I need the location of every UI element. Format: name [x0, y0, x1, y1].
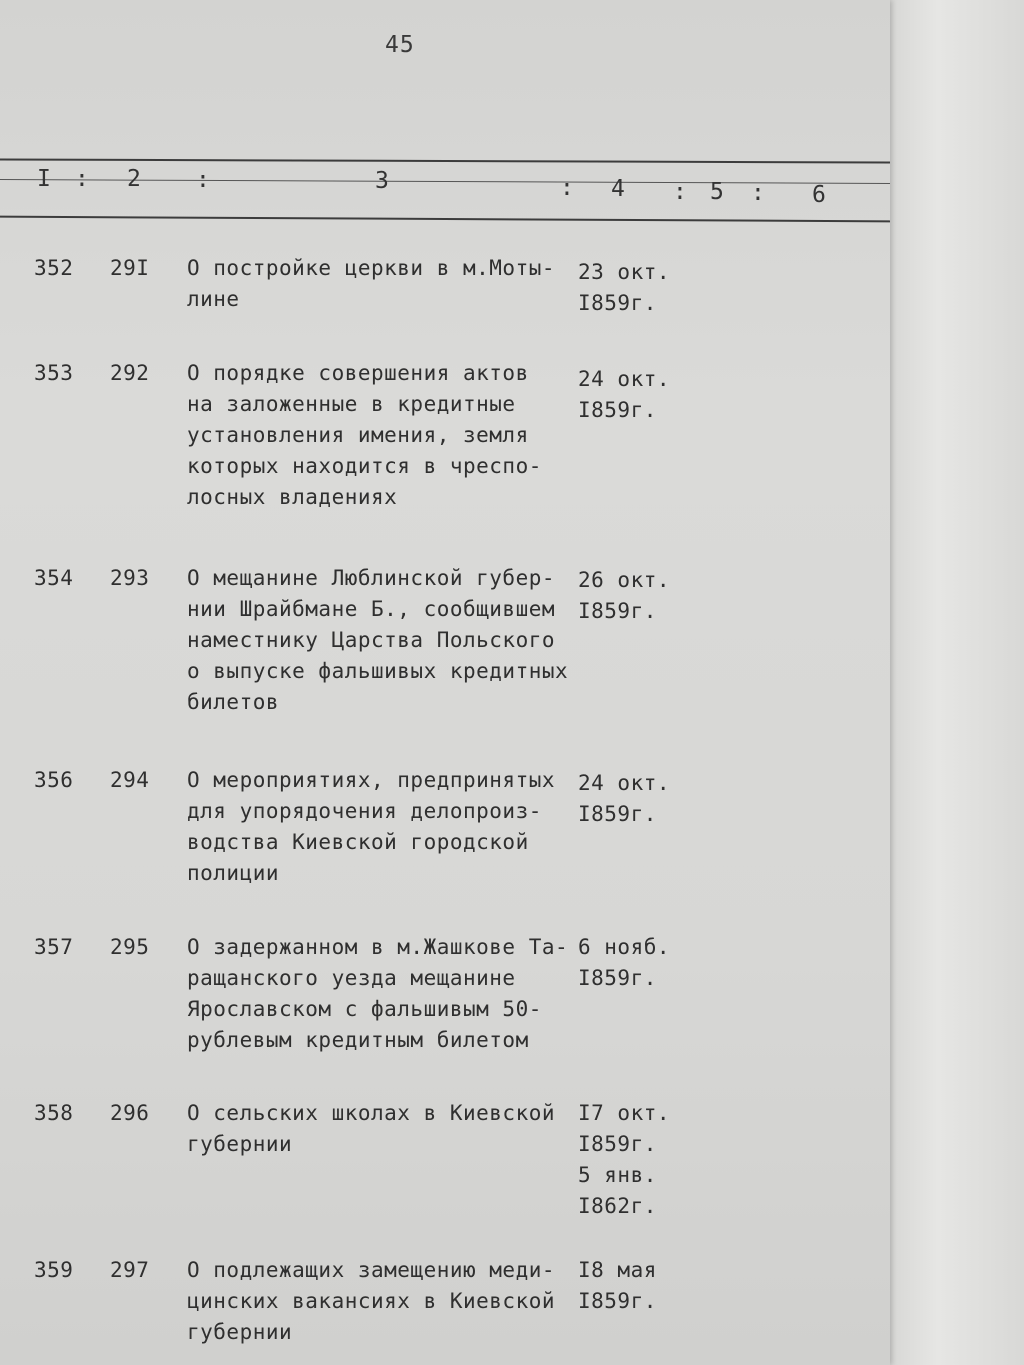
- case-title-line: ращанского уезда мещанине: [187, 966, 516, 990]
- case-title-line: О подлежащих замещению меди-: [187, 1258, 556, 1282]
- case-date: [578, 932, 670, 994]
- table-top-rule: [0, 158, 890, 163]
- case-date: [578, 768, 670, 830]
- case-date-line: I859г.: [578, 398, 657, 422]
- case-date: [578, 257, 670, 319]
- table-header-bottom-rule: [0, 216, 890, 223]
- case-number: 293: [110, 566, 150, 590]
- column-separator: :: [560, 175, 574, 201]
- background-surface: [880, 0, 1024, 1365]
- case-date-line: I8 мая: [578, 1258, 657, 1282]
- case-title: [187, 358, 542, 513]
- row-number: 354: [34, 566, 74, 590]
- case-title: [187, 1098, 555, 1160]
- case-date: [578, 1255, 657, 1317]
- case-title-line: которых находится в чреспо-: [187, 454, 542, 478]
- case-date-line: 24 окт.: [578, 771, 671, 795]
- case-title-line: билетов: [187, 690, 280, 714]
- column-separator: :: [196, 167, 210, 193]
- case-number: 292: [110, 361, 150, 385]
- case-date-line: I862г.: [578, 1194, 657, 1218]
- case-date-line: 26 окт.: [578, 568, 671, 592]
- case-date-line: 23 окт.: [578, 260, 671, 284]
- case-title-line: для упорядочения делопроиз-: [187, 799, 542, 823]
- case-title-line: Ярославском с фальшивым 50-: [187, 997, 542, 1021]
- case-title-line: О порядке совершения актов: [187, 361, 529, 385]
- column-separator: :: [673, 179, 687, 205]
- case-title-line: О мещанине Люблинской губер-: [187, 566, 556, 590]
- column-header-1: I: [37, 166, 51, 192]
- case-title-line: О сельских школах в Киевской: [187, 1101, 556, 1125]
- page-number: 45: [385, 32, 415, 58]
- case-title-line: наместнику Царства Польского: [187, 628, 556, 652]
- case-title: [187, 932, 568, 1056]
- column-header-5: 5: [710, 179, 724, 205]
- column-header-4: 4: [611, 176, 625, 202]
- column-header-6: 6: [812, 182, 826, 208]
- case-title: [187, 253, 555, 315]
- row-number: 359: [34, 1258, 74, 1282]
- case-date-line: 24 окт.: [578, 367, 671, 391]
- case-title-line: цинских вакансиях в Киевской: [187, 1289, 556, 1313]
- case-title-line: лосных владениях: [187, 485, 398, 509]
- case-number: 29I: [110, 256, 150, 280]
- row-number: 352: [34, 256, 74, 280]
- row-number: 358: [34, 1101, 74, 1125]
- case-number: 296: [110, 1101, 150, 1125]
- case-title-line: водства Киевской городской: [187, 830, 529, 854]
- case-title-line: О мероприятиях, предпринятых: [187, 768, 556, 792]
- column-separator: :: [75, 166, 89, 192]
- row-number: 357: [34, 935, 74, 959]
- case-date: [578, 565, 670, 627]
- case-title-line: установления имения, земля: [187, 423, 529, 447]
- case-title-line: на заложенные в кредитные: [187, 392, 516, 416]
- row-number: 353: [34, 361, 74, 385]
- case-title-line: о выпуске фальшивых кредитных: [187, 659, 569, 683]
- case-number: 297: [110, 1258, 150, 1282]
- case-date: [578, 364, 670, 426]
- case-title-line: О задержанном в м.Жашкове Та-: [187, 935, 569, 959]
- case-date-line: I859г.: [578, 1132, 657, 1156]
- case-title-line: О постройке церкви в м.Моты-: [187, 256, 556, 280]
- case-title-line: рублевым кредитным билетом: [187, 1028, 529, 1052]
- case-date-line: I859г.: [578, 599, 657, 623]
- case-title-line: лине: [187, 287, 240, 311]
- case-title-line: губернии: [187, 1132, 293, 1156]
- case-date: [578, 1098, 670, 1222]
- case-date-line: 5 янв.: [578, 1163, 657, 1187]
- case-date-line: I7 окт.: [578, 1101, 671, 1125]
- case-title: [187, 765, 555, 889]
- case-title: [187, 1255, 555, 1348]
- case-date-line: I859г.: [578, 966, 657, 990]
- case-date-line: I859г.: [578, 291, 657, 315]
- case-number: 295: [110, 935, 150, 959]
- column-header-3: 3: [375, 168, 389, 194]
- row-number: 356: [34, 768, 74, 792]
- case-title-line: губернии: [187, 1320, 293, 1344]
- case-number: 294: [110, 768, 150, 792]
- column-header-2: 2: [127, 166, 141, 192]
- case-date-line: I859г.: [578, 802, 657, 826]
- case-title-line: полиции: [187, 861, 280, 885]
- case-date-line: 6 нояб.: [578, 935, 671, 959]
- column-separator: :: [751, 180, 765, 206]
- case-title: [187, 563, 568, 718]
- case-title-line: нии Шрайбмане Б., сообщившем: [187, 597, 556, 621]
- case-date-line: I859г.: [578, 1289, 657, 1313]
